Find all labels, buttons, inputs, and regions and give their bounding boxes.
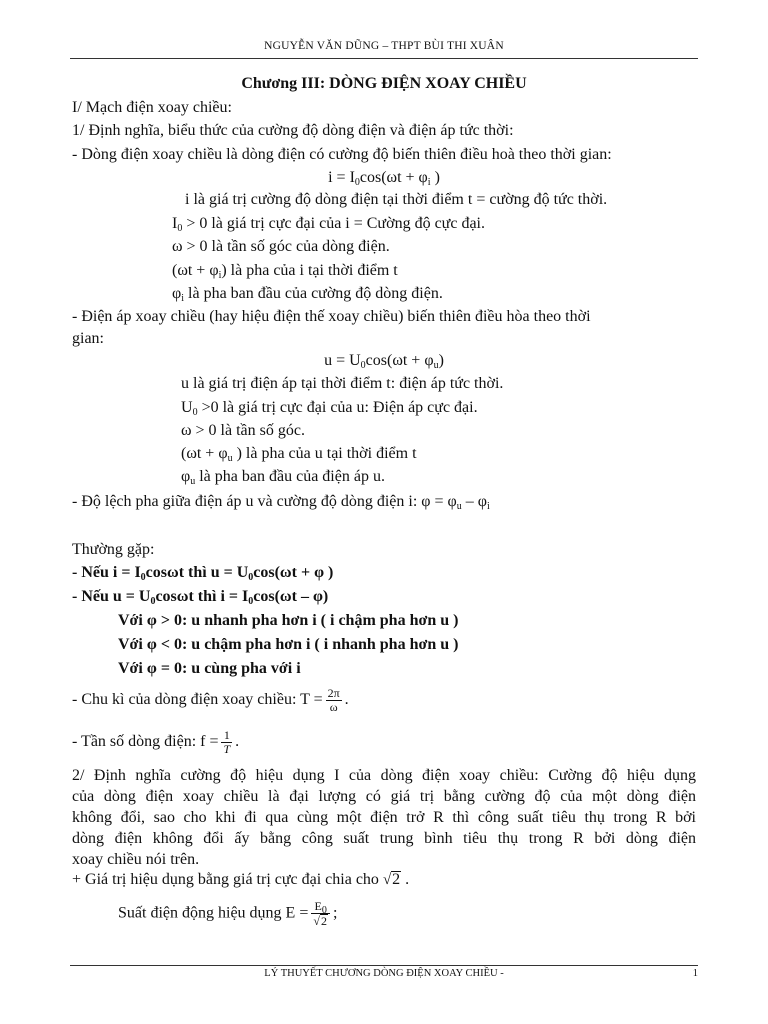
rms-definition-line: dòng điện không đổi ấy bằng công suất trung bình tiêu thụ trong R bởi dòng điện xyxy=(72,830,696,847)
phase-case-zero: Với φ = 0: u cùng pha với i xyxy=(118,660,301,677)
rms-definition-line: không đổi, sao cho khi đi qua cùng một điện trở R thì công suất tiêu thụ trong R bởi xyxy=(72,809,696,826)
voltage-def-line: ($\omega t + \varphi_u$ ) là pha của u tại thời điểm t xyxy=(181,445,417,464)
paragraph-ac-voltage: - Điện áp xoay chiều (hay hiệu điện thế xoay chiều) biến thiên điều hòa theo thời xyxy=(72,308,591,325)
voltage-def-line: $U_0 >0$ là giá trị cực đại của u: Điện áp cực đại. xyxy=(181,399,478,418)
current-def-line: ω > 0 là tần số góc của dòng điện. xyxy=(172,238,390,255)
frequency-formula: - Tần số dòng điện: f = $\frac{1}{T}$ . xyxy=(72,728,240,756)
equation-current: $i = I_0\cos(\omega t + \varphi_i$ ) xyxy=(328,169,440,188)
phase-difference: - Độ lệch pha giữa điện áp u và cường độ dòng điện i: $\varphi = \varphi_u - \varphi_i$ xyxy=(72,493,490,512)
page-number: 1 xyxy=(692,968,698,979)
section-heading: I/ Mạch điện xoay chiều: xyxy=(72,99,232,116)
chapter-title: Chương III: DÒNG ĐIỆN XOAY CHIỀU xyxy=(241,75,527,92)
rms-emf-formula: Suất điện động hiệu dụng E = $\frac{E_0}{√2}$ ; xyxy=(118,899,338,928)
current-def-line: $I_0 > 0$ là giá trị cực đại của i = Cường độ cực đại. xyxy=(172,215,485,234)
paragraph-ac-voltage-cont: gian: xyxy=(72,330,104,347)
voltage-def-line: ω > 0 là tần số góc. xyxy=(181,422,305,439)
rms-definition-line: 2/ Định nghĩa cường độ hiệu dụng I của dòng điện xoay chiều: Cường độ hiệu dụng xyxy=(72,767,696,784)
header-rule xyxy=(70,58,698,59)
voltage-def-line: u là giá trị điện áp tại thời điểm t: điện áp tức thời. xyxy=(181,375,504,392)
equation-voltage: $u = U_0\cos(\omega t + \varphi_u)$ xyxy=(324,352,444,371)
current-def-line: i là giá trị cường độ dòng điện tại thời điểm t = cường độ tức thời. xyxy=(185,191,608,208)
phase-case-positive: Với φ > 0: u nhanh pha hơn i ( i chậm pha hơn u ) xyxy=(118,612,459,629)
rms-definition-line: xoay chiều nói trên. xyxy=(72,851,200,868)
footer-text: LÝ THUYẾT CHƯƠNG DÒNG ĐIỆN XOAY CHIỀU - xyxy=(264,968,504,979)
voltage-def-line: $\varphi_u$ là pha ban đầu của điện áp u. xyxy=(181,468,385,487)
rms-rule: + Giá trị hiệu dụng bằng giá trị cực đại chia cho √2 . xyxy=(72,871,410,888)
current-def-line: $(\omega t + \varphi_i)$ là pha của i tại thời điểm t xyxy=(172,262,398,281)
frequency-fraction: $\frac{1}{T}$ xyxy=(223,728,231,756)
common-case-1: - Nếu $i = I_0\cos\omega t$ thì $u = U_0\cos(\omega t + \varphi$ ) xyxy=(72,564,334,583)
current-def-line: $\varphi_i$ là pha ban đầu của cường độ dòng điện. xyxy=(172,285,443,304)
footer-rule xyxy=(70,965,698,966)
common-cases-heading: Thường gặp: xyxy=(72,541,155,558)
period-formula: - Chu kì của dòng điện xoay chiều: T = $\frac{2\pi}{\omega}$ . xyxy=(72,686,349,714)
phase-case-negative: Với φ < 0: u chậm pha hơn i ( i nhanh pha hơn u ) xyxy=(118,636,459,653)
subsection-heading: 1/ Định nghĩa, biểu thức của cường độ dòng điện và điện áp tức thời: xyxy=(72,122,514,139)
period-fraction: $\frac{2\pi}{\omega}$ xyxy=(327,686,340,714)
emf-fraction: $\frac{E_0}{√2}$ xyxy=(311,900,330,928)
rms-definition-line: của dòng điện xoay chiều là đại lượng có giá trị bằng cường độ của một dòng điện xyxy=(72,788,696,805)
page-header: NGUYỄN VĂN DŨNG – THPT BÙI THI XUÂN xyxy=(264,40,504,52)
common-case-2: - Nếu $u = U_0\cos\omega t$ thì $i = I_0\cos(\omega t - \varphi)$ xyxy=(72,588,329,607)
paragraph-ac-current: - Dòng điện xoay chiều là dòng điện có cường độ biến thiên điều hoà theo thời gian: xyxy=(72,146,612,163)
